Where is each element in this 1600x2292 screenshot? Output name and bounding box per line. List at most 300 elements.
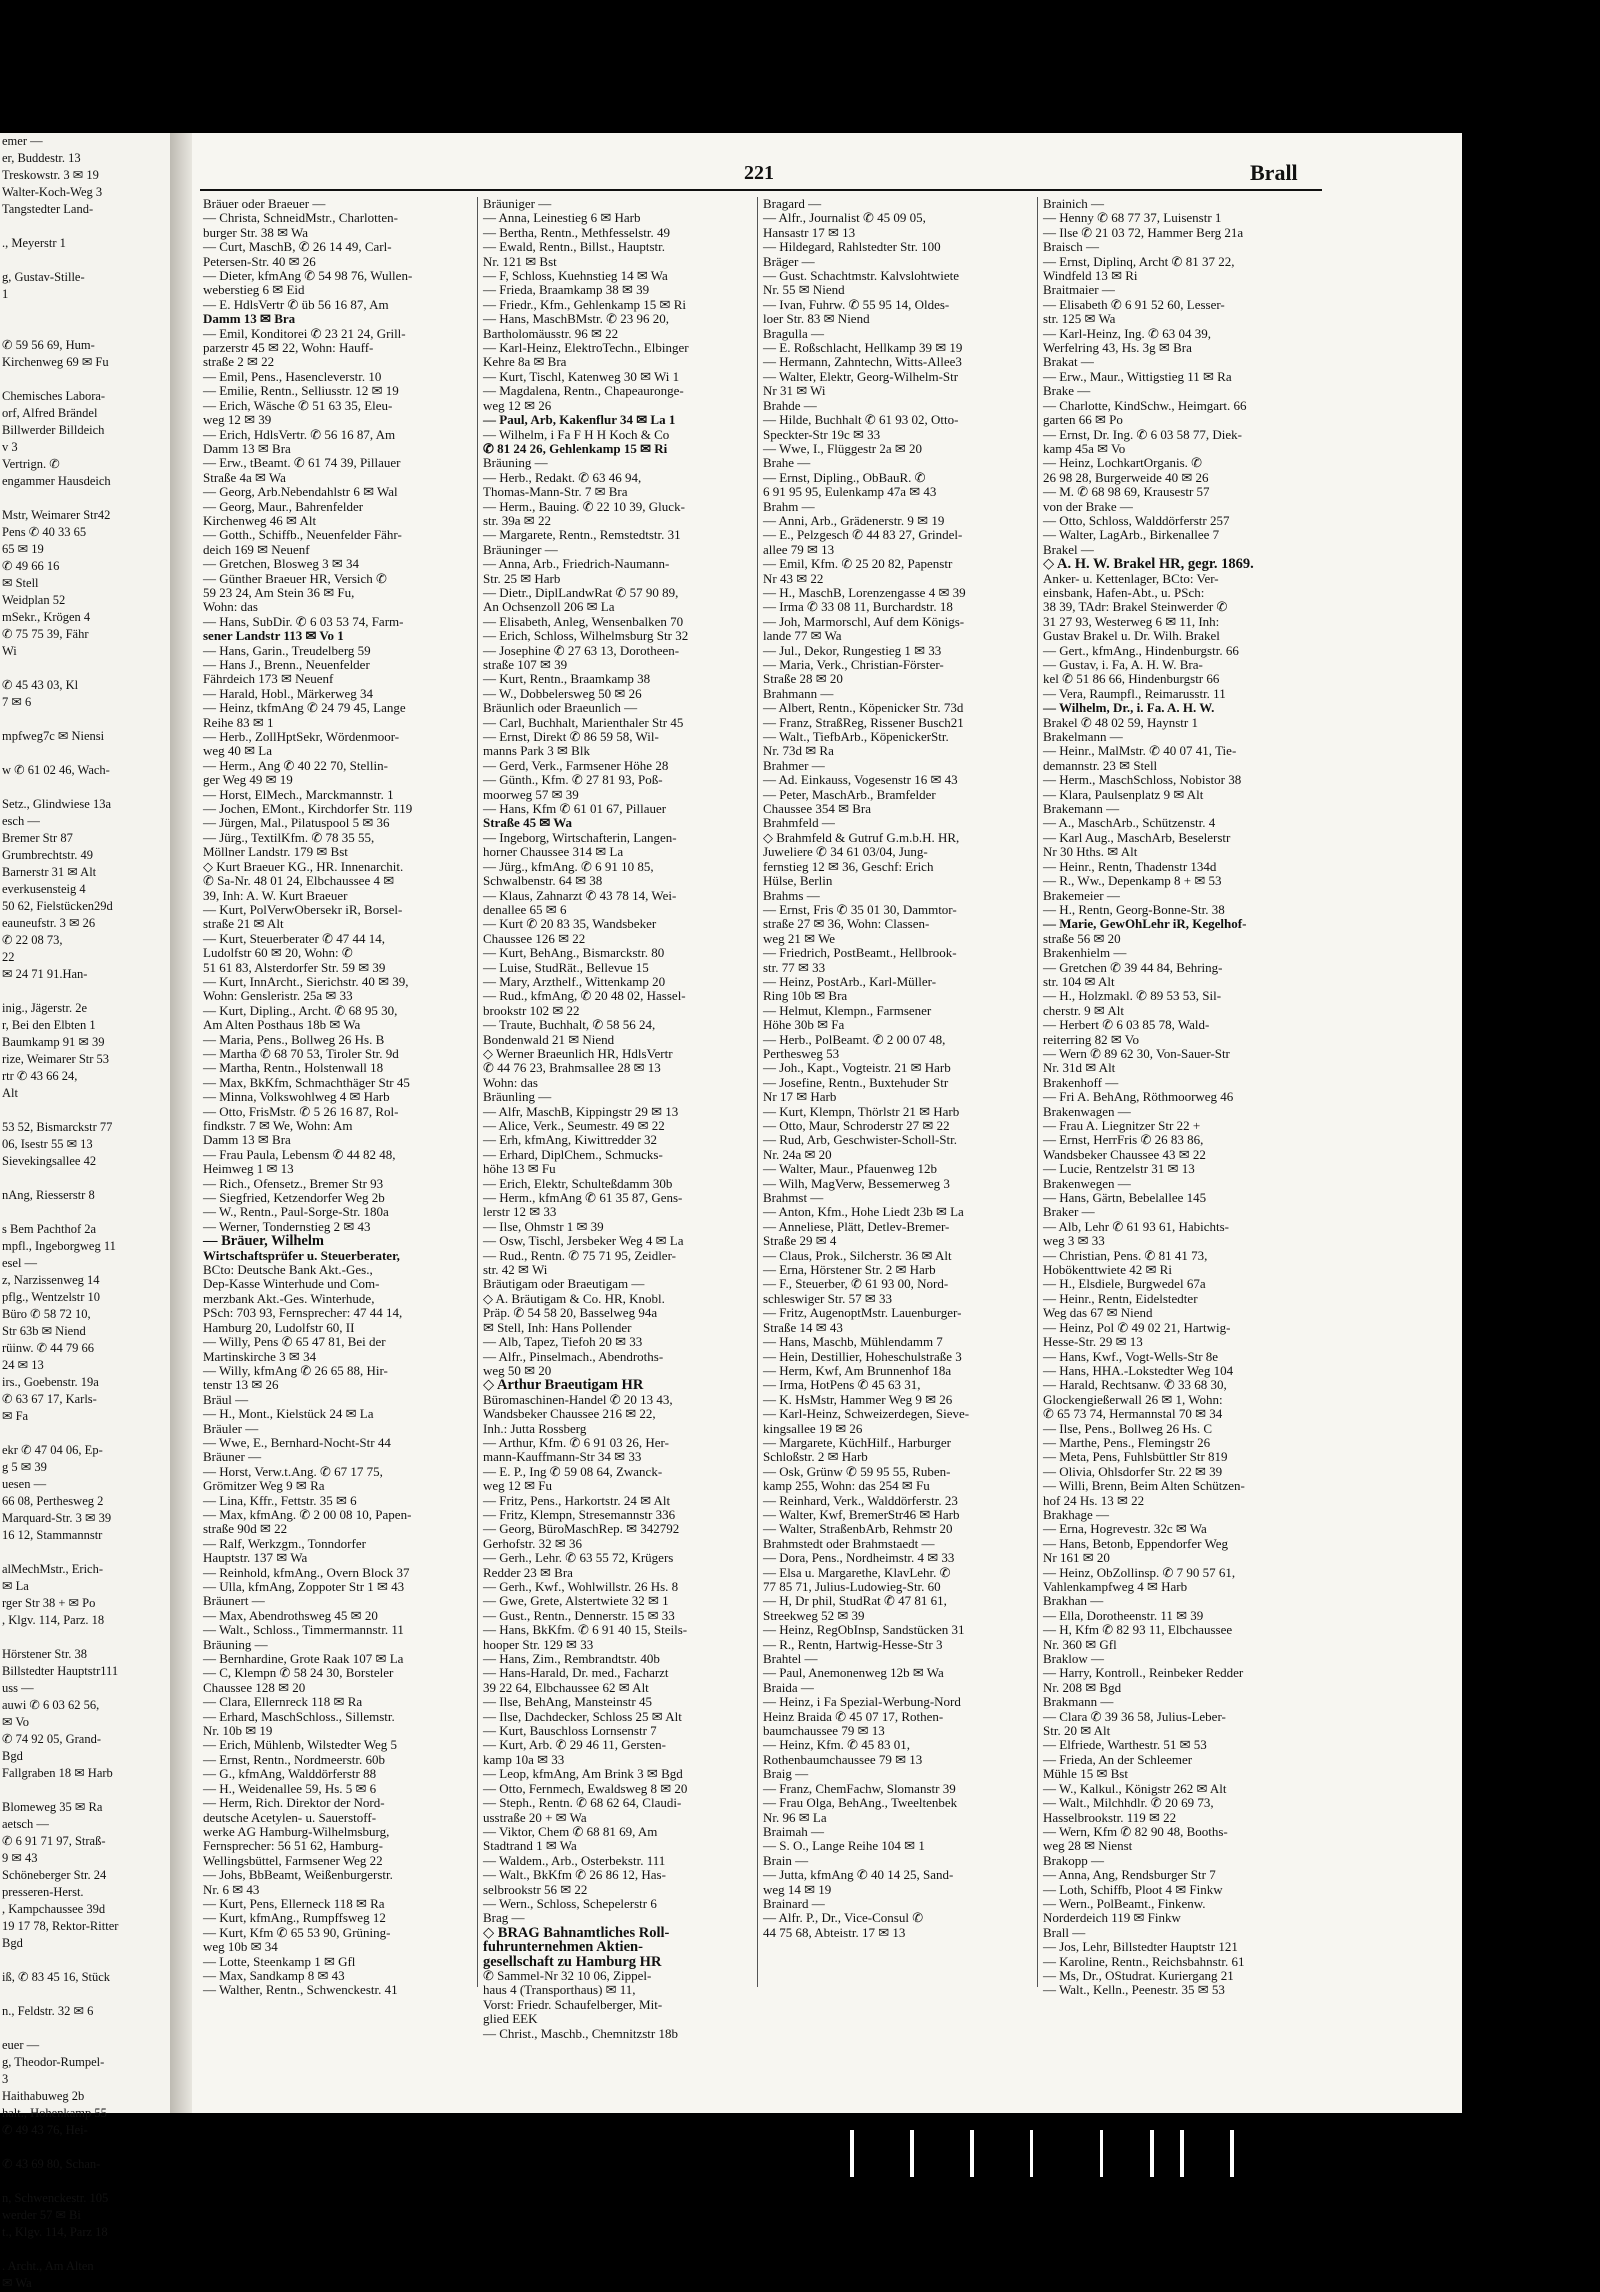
directory-entry-line: Vahlenkampfweg 4 ✉ Harb	[1043, 1579, 1188, 1594]
surname-heading: Brakopp —	[1043, 1852, 1105, 1868]
directory-entry-line: weg 50 ✉ 20	[483, 1362, 552, 1378]
surname-heading: Bräutigam oder Braeutigam —	[483, 1276, 645, 1292]
directory-entry-line: — Mary, Arzthelf., Wittenkamp 20	[483, 973, 666, 989]
directory-entry-line: findkstr. 7 ✉ We, Wohn: Am	[203, 1118, 353, 1133]
directory-entry-line: — Ad. Einkauss, Vogesenstr 16 ✉ 43	[763, 772, 958, 788]
directory-entry-line: — Waldem., Arb., Osterbekstr. 111	[483, 1852, 666, 1868]
facing-page-line: rüinw. ✆ 44 79 66	[2, 1341, 94, 1355]
directory-entry-line: — Martha, Rentn., Holstenwall 18	[203, 1060, 384, 1076]
directory-entry-line: kamp 10a ✉ 33	[483, 1751, 565, 1767]
directory-entry-line: — Paul, Anemonenweg 12b ✉ Wa	[763, 1665, 944, 1681]
directory-entry-line: Wohn: das	[203, 599, 258, 615]
facing-page-line: Weidplan 52	[2, 593, 66, 607]
directory-entry-line: — Dietr., DiplLandwRat ✆ 57 90 89,	[483, 584, 679, 600]
directory-entry-line: PSch: 703 93, Fernsprecher: 47 44 14,	[203, 1305, 403, 1321]
facing-page-line: alMechMstr., Erich-	[2, 1562, 104, 1576]
surname-heading: Brahmstedt oder Brahmstaedt —	[763, 1535, 935, 1551]
facing-page-line	[0, 660, 170, 677]
directory-entry-line: — E., Pelzgesch ✆ 44 83 27, Grindel-	[763, 527, 963, 543]
facing-page-line	[0, 1544, 170, 1561]
directory-entry-line: — Walt., Schloss., Timmermannstr. 11	[203, 1622, 404, 1638]
directory-entry-line: Gerhofstr. 32 ✉ 36	[483, 1535, 582, 1551]
facing-page-line: 9 ✉ 43	[2, 1851, 38, 1865]
directory-entry-line: Straße 28 ✉ 20	[763, 671, 843, 687]
directory-entry-line: ✆ Sammel-Nr 32 10 06, Zippel-	[483, 1967, 652, 1983]
directory-entry-line: Ring 10b ✉ Bra	[763, 988, 848, 1004]
surname-heading: Bragulla —	[763, 325, 825, 341]
directory-entry-line: — Lotte, Steenkamp 1 ✉ Gfl	[203, 1953, 356, 1969]
directory-entry-line: str. 39a ✉ 22	[483, 512, 551, 528]
facing-page-line: uss —	[2, 1681, 34, 1695]
facing-page-line: auwi ✆ 6 03 62 56,	[2, 1698, 100, 1712]
directory-entry-line: Wandsbeker Chaussee 43 ✉ 22	[1043, 1146, 1206, 1162]
directory-entry-line: — Friedrich, PostBeamt., Hellbrook-	[763, 945, 957, 961]
directory-entry-line: Nr. 96 ✉ La	[763, 1809, 827, 1825]
directory-entry-line: cherstr. 9 ✉ Alt	[1043, 1002, 1124, 1018]
directory-entry-line: Hamburg 20, Ludolfstr 60, II	[203, 1319, 355, 1335]
directory-entry-line: — Ernst, Fris ✆ 35 01 30, Dammtor-	[763, 901, 957, 917]
directory-entry-line: — F, Schloss, Kuehnstieg 14 ✉ Wa	[483, 268, 668, 284]
directory-entry-line: ✉ Stell, Inh: Hans Pollender	[483, 1319, 632, 1335]
directory-entry-line: — Walter, Maur., Pfauenweg 12b	[763, 1161, 938, 1177]
directory-entry-line: — Lina, Kffr., Fettstr. 35 ✉ 6	[203, 1492, 357, 1508]
directory-entry-line: — Kurt ✆ 20 83 35, Wandsbeker	[483, 916, 657, 932]
directory-entry-line: — C, Klempn ✆ 58 24 30, Borsteler	[203, 1665, 394, 1681]
directory-entry-line: str. 77 ✉ 33	[763, 959, 826, 975]
directory-entry-line: — H., Elsdiele, Burgwedel 67a	[1043, 1276, 1206, 1292]
directory-entry-line: Hansastr 17 ✉ 13	[763, 224, 856, 240]
surname-heading: Bräuninger —	[483, 541, 558, 557]
directory-entry-line: — Alfr. P., Dr., Vice-Consul ✆	[763, 1910, 924, 1926]
directory-entry-line: — Fri A. BehAng, Röthmoorweg 46	[1043, 1089, 1234, 1105]
facing-page-line: emer —	[2, 134, 43, 148]
directory-entry-line: — Anni, Arb., Grädenerstr. 9 ✉ 19	[763, 512, 945, 528]
directory-entry-line: — Georg, Arb.Nebendahlstr 6 ✉ Wal	[203, 484, 398, 500]
facing-page-line: g 5 ✉ 39	[2, 1460, 47, 1474]
directory-entry-line: — Kurt, BehAng., Bismarckstr. 80	[483, 945, 665, 961]
directory-entry-line: Nr 161 ✉ 20	[1043, 1550, 1110, 1566]
directory-entry-line: Werfelring 43, Hs. 3g ✉ Bra	[1043, 340, 1192, 356]
directory-entry-line: — M. ✆ 68 98 69, Krausestr 57	[1043, 484, 1210, 500]
directory-entry-line: — Hilde, Buchhalt ✆ 61 93 02, Otto-	[763, 412, 959, 428]
directory-entry-line: — Heinz, i Fa Spezial-Werbung-Nord	[763, 1694, 961, 1710]
directory-entry-line: — Erhard, MaschSchloss., Sillemstr.	[203, 1708, 395, 1724]
directory-entry-line: Reihe 83 ✉ 1	[203, 714, 274, 730]
directory-entry-line: Hobökenttwiete 42 ✉ Ri	[1043, 1262, 1172, 1278]
surname-heading: Bräuler —	[203, 1420, 259, 1436]
directory-entry-line: weg 28 ✉ Nienst	[1043, 1838, 1133, 1854]
directory-entry-line: — Wern ✆ 89 62 30, Von-Sauer-Str	[1043, 1045, 1230, 1061]
surname-heading: Bräuer oder Braeuer —	[203, 196, 326, 211]
facing-page-line: 06, Isestr 55 ✉ 13	[2, 1137, 93, 1151]
directory-entry-line: — Harald, Hobl., Märkerweg 34	[203, 685, 374, 701]
facing-page-line: Schöneberger Str. 24	[2, 1868, 107, 1882]
surname-heading: Brakat —	[1043, 354, 1094, 370]
facing-page-line: ., Meyerstr 1	[2, 236, 66, 250]
facing-page-line: Walter-Koch-Weg 3	[2, 185, 103, 199]
directory-entry-line: — H., Weidenallee 59, Hs. 5 ✉ 6	[203, 1780, 377, 1796]
directory-entry-line: — Ilse, Ohmstr 1 ✉ 39	[483, 1218, 604, 1234]
directory-entry-line: — Ilse ✆ 21 03 72, Hammer Berg 21a	[1043, 224, 1244, 240]
directory-entry-line: Nr. 55 ✉ Niend	[763, 282, 845, 298]
directory-entry-line: — Walter, Kwf, BremerStr46 ✉ Harb	[763, 1506, 960, 1522]
directory-entry-line: — Traute, Buchhalt, ✆ 58 56 24,	[483, 1017, 656, 1033]
directory-entry-line: — Jürg., kfmAng. ✆ 6 91 10 85,	[483, 858, 654, 874]
directory-entry-line: — Kurt, Arb. ✆ 29 46 11, Gersten-	[483, 1737, 666, 1753]
facing-page-line: Setz., Glindwiese 13a	[2, 797, 112, 811]
directory-entry-line: — Heinz, ObZollinsp. ✆ 7 90 57 61,	[1043, 1564, 1236, 1580]
directory-entry-line: — Ernst, Rentn., Nordmeerstr. 60b	[203, 1751, 385, 1767]
directory-entry-line: — Marthe, Pens., Flemingstr 26	[1043, 1434, 1211, 1450]
directory-entry-line: ◇ Arthur Braeutigam HR	[483, 1377, 644, 1394]
facing-page-line: Fallgraben 18 ✉ Harb	[2, 1766, 113, 1780]
directory-entry-line: — Horst, ElMech., Marckmannstr. 1	[203, 786, 394, 802]
surname-heading: Brakenhoff —	[1043, 1074, 1119, 1090]
directory-entry-line: — Heinz, tkfmAng ✆ 24 79 45, Lange	[203, 700, 406, 716]
facing-page-line: aetsch —	[2, 1817, 49, 1831]
directory-entry-line: Straße 29 ✉ 4	[763, 1233, 837, 1249]
facing-page-line	[0, 983, 170, 1000]
directory-entry-line: — Gert., kfmAng., Hindenburgstr. 66	[1043, 642, 1239, 658]
directory-entry-line: — Emil, Konditorei ✆ 23 21 24, Grill-	[203, 325, 406, 341]
directory-entry-line: — Anna, Arb., Friedrich-Naumann-	[483, 556, 670, 572]
directory-entry-line: Str. 20 ✉ Alt	[1043, 1723, 1111, 1739]
directory-entry-line: denallee 65 ✉ 6	[483, 901, 567, 917]
directory-entry-line: Büromaschinen-Handel ✆ 20 13 43,	[483, 1391, 673, 1407]
directory-entry-line: ◇ A. H. W. Brakel HR, gegr. 1869.	[1043, 556, 1254, 573]
directory-entry-line: str. 42 ✉ Wi	[483, 1262, 548, 1278]
directory-entry-line: — Joh., Kapt., Vogteistr. 21 ✉ Harb	[763, 1060, 951, 1076]
directory-entry-line: Kirchenweg 46 ✉ Alt	[203, 512, 317, 528]
directory-entry-line: demannstr. 23 ✉ Stell	[1043, 757, 1158, 773]
directory-entry-line: — Wilh, MagVerw, Bessemerweg 3	[763, 1175, 950, 1191]
directory-entry-line: — Gwe, Grete, Alstertwiete 32 ✉ 1	[483, 1593, 669, 1609]
directory-entry-line: Nr 17 ✉ Harb	[763, 1089, 837, 1105]
directory-entry-line: — Hans, MaschBMstr. ✆ 23 96 20,	[483, 311, 670, 327]
directory-entry-line: Nr. 121 ✉ Bst	[483, 253, 557, 269]
directory-entry-line: — Rud., kfmAng, ✆ 20 48 02, Hassel-	[483, 988, 686, 1004]
directory-entry-line: Bondenwald 21 ✉ Niend	[483, 1031, 615, 1047]
surname-heading: Braitmaier —	[1043, 282, 1115, 298]
facing-page-line: ✆ 74 92 05, Grand-	[2, 1732, 101, 1746]
directory-entry-line: — Herm., MaschSchloss, Nobistor 38	[1043, 772, 1242, 788]
directory-entry-line: — Jutta, kfmAng ✆ 40 14 25, Sand-	[763, 1867, 954, 1883]
facing-page-line	[0, 1102, 170, 1119]
directory-entry-line: Damm 13 ✉ Bra	[203, 1132, 291, 1148]
directory-entry-line: — Hans, Gärtn, Bebelallee 145	[1043, 1190, 1207, 1206]
surname-heading: Brainard —	[763, 1895, 825, 1911]
directory-entry-line: kamp 255, Wohn: das 254 ✉ Fu	[763, 1478, 930, 1494]
directory-entry-line: fernstieg 12 ✉ 36, Geschf: Erich	[763, 858, 934, 874]
directory-entry-line: Kehre 8a ✉ Bra	[483, 354, 567, 370]
facing-page-line: 3	[2, 2072, 9, 2086]
surname-heading: Braida —	[763, 1679, 814, 1695]
directory-entry-line: kingsallee 19 ✉ 26	[763, 1420, 863, 1436]
directory-entry-line: — F., Steuerber, ✆ 61 93 00, Nord-	[763, 1276, 949, 1292]
surname-heading: Bräuning —	[483, 455, 548, 471]
facing-page-line: n., Feldstr. 32 ✉ 6	[2, 2004, 94, 2018]
directory-entry-line: — Ernst, Direkt ✆ 86 59 58, Wil-	[483, 729, 659, 745]
directory-entry-line: — H., Mont., Kielstück 24 ✉ La	[203, 1406, 374, 1422]
surname-heading: Braisch —	[1043, 239, 1099, 255]
column-divider	[757, 197, 758, 1987]
facing-page-line: Tangstedter Land-	[2, 202, 94, 216]
directory-entry-line: — Bräuer, Wilhelm	[203, 1233, 324, 1250]
directory-entry-line: Am Alten Posthaus 18b ✉ Wa	[203, 1017, 361, 1033]
directory-entry-line: — Elfriede, Warthestr. 51 ✉ 53	[1043, 1737, 1207, 1753]
directory-entry-line: — Albert, Rentn., Köpenicker Str. 73d	[763, 700, 964, 716]
surname-heading: Braker —	[1043, 1204, 1095, 1220]
facing-page-line: Treskowstr. 3 ✉ 19	[2, 168, 99, 182]
facing-page-line: esel —	[2, 1256, 38, 1270]
facing-page-line: Blomeweg 35 ✉ Ra	[2, 1800, 103, 1814]
directory-entry-line: — Max, BkKfm, Schmachthäger Str 45	[203, 1074, 410, 1090]
directory-entry-line: Nr. 360 ✉ Gfl	[1043, 1636, 1117, 1652]
directory-entry-line: — Rud, Arb, Geschwister-Scholl-Str.	[763, 1132, 958, 1148]
facing-page-line: ✆ 49 66 16	[2, 559, 60, 573]
directory-entry-line: usstraße 20 + ✉ Wa	[483, 1809, 587, 1825]
facing-page-line: uesen —	[2, 1477, 47, 1491]
directory-entry-line: baumchaussee 79 ✉ 13	[763, 1723, 885, 1739]
facing-page-line: Str 63b ✉ Niend	[2, 1324, 86, 1338]
page-number: 221	[744, 162, 774, 184]
surname-heading: Braig —	[763, 1766, 809, 1782]
directory-column-4	[1043, 196, 1311, 1998]
directory-entry-line: — Dieter, kfmAng ✆ 54 98 76, Wullen-	[203, 268, 413, 284]
directory-entry-line: — Otto, Maur, Schroderstr 27 ✉ 22	[763, 1118, 950, 1133]
facing-page-line: Bgd	[2, 1749, 23, 1763]
directory-entry-line: straße 107 ✉ 39	[483, 657, 568, 672]
directory-entry-line: — Gerh., Kwf., Wohlwillstr. 26 Hs. 8	[483, 1579, 679, 1594]
directory-entry-line: — Kurt, Pens, Ellerneck 118 ✉ Ra	[203, 1895, 385, 1911]
directory-entry-line: — Willi, Brenn, Beim Alten Schützen-	[1043, 1478, 1245, 1494]
directory-entry-line: — Reinhold, kfmAng., Overn Block 37	[203, 1564, 410, 1580]
directory-entry-line: — Harry, Kontroll., Reinbeker Redder	[1043, 1665, 1244, 1681]
facing-page-line: ✉ Wa	[2, 2276, 32, 2290]
facing-page-line: esch —	[2, 814, 40, 828]
facing-page-line: v 3	[2, 440, 18, 454]
facing-page-line: ✉ Vo	[2, 1715, 30, 1729]
directory-entry-line: Möllner Landstr. 179 ✉ Bst	[203, 844, 348, 860]
directory-entry-line: tenstr 13 ✉ 26	[203, 1377, 279, 1393]
surname-heading: Braklow —	[1043, 1651, 1105, 1667]
directory-entry-line: — Walt., BkKfm ✆ 26 86 12, Has-	[483, 1867, 666, 1883]
directory-entry-line: ✆ 44 76 23, Brahmsallee 28 ✉ 13	[483, 1060, 661, 1076]
directory-entry-line: 31 27 93, Westerweg 6 ✉ 11, Inh:	[1043, 613, 1220, 629]
facing-page-line	[0, 1204, 170, 1221]
directory-entry-line: Wellingsbüttel, Farmsener Weg 22	[203, 1852, 383, 1868]
directory-entry-line: — Peter, MaschArb., Bramfelder	[763, 786, 936, 802]
directory-entry-line: hof 24 Hs. 13 ✉ 22	[1043, 1492, 1145, 1508]
directory-entry-line: — Kurt, Steuerberater ✆ 47 44 14,	[203, 930, 386, 946]
directory-entry-line: — Franz, StraßReg, Rissener Busch21	[763, 714, 964, 730]
directory-entry-line: — Christa, SchneidMstr., Charlotten-	[203, 210, 398, 226]
directory-entry-line: weg 3 ✉ 33	[1043, 1233, 1105, 1249]
directory-entry-line: — Hermann, Zahntechn, Witts-Allee3	[763, 354, 962, 370]
facing-page-line: , Klgv. 114, Parz. 18	[2, 1613, 105, 1627]
facing-page-line: pflg., Wentzelstr 10	[2, 1290, 101, 1304]
directory-entry-line: — Erw., tBeamt. ✆ 61 74 39, Pillauer	[203, 455, 401, 471]
surname-heading: Brahde —	[763, 397, 817, 413]
directory-entry-line: — Charlotte, KindSchw., Heimgart. 66	[1043, 397, 1247, 413]
facing-page-line: g, Theodor-Rumpel-	[2, 2055, 105, 2069]
directory-entry-line: — Alb, Lehr ✆ 61 93 61, Habichts-	[1043, 1218, 1230, 1234]
directory-entry-line: sener Landstr 113 ✉ Vo 1	[203, 628, 344, 644]
directory-entry-line: Schwalbenstr. 64 ✉ 38	[483, 873, 603, 889]
directory-entry-line: — Kurt, Tischl, Katenweg 30 ✉ Wi 1	[483, 368, 680, 384]
directory-entry-line: — Fritz, Pens., Harkortstr. 24 ✉ Alt	[483, 1492, 671, 1508]
directory-entry-line: — Jos, Lehr, Billstedter Hauptstr 121	[1043, 1939, 1238, 1955]
directory-entry-line: 44 75 68, Abteistr. 17 ✉ 13	[763, 1924, 906, 1940]
directory-entry-line: Str. 25 ✉ Harb	[483, 570, 561, 586]
facing-page-line: ✉ 24 71 91.Han-	[2, 967, 88, 981]
directory-entry-line: — Alfr., Journalist ✆ 45 09 05,	[763, 210, 926, 226]
directory-entry-line: — Ingeborg, Wirtschafterin, Langen-	[483, 829, 677, 845]
directory-entry-line: — Walter, LagArb., Birkenallee 7	[1043, 527, 1220, 543]
directory-entry-line: — Willy, Pens ✆ 65 47 81, Bei der	[203, 1334, 386, 1350]
directory-entry-line: — Henny ✆ 68 77 37, Luisenstr 1	[1043, 210, 1222, 226]
directory-entry-line: Straße 4a ✉ Wa	[203, 469, 286, 485]
facing-page-line	[0, 252, 170, 269]
facing-page-line: ✉ Fa	[2, 1409, 29, 1423]
directory-entry-line: — Gerh., Lehr. ✆ 63 55 72, Krügers	[483, 1550, 674, 1566]
directory-entry-line: — H, Kfm ✆ 82 93 11, Elbchaussee	[1043, 1622, 1233, 1638]
directory-entry-line: 26 98 28, Burgerweide 40 ✉ 26	[1043, 469, 1209, 485]
surname-heading: Brakmann —	[1043, 1694, 1114, 1710]
directory-entry-line: — Hans J., Brenn., Neuenfelder	[203, 657, 370, 672]
directory-entry-line: — Günth., Kfm. ✆ 27 81 93, Poß-	[483, 772, 663, 788]
facing-page-line: g, Gustav-Stille-	[2, 270, 85, 284]
facing-page-line: mSekr., Krögen 4	[2, 610, 91, 624]
surname-heading: Brakhage —	[1043, 1506, 1110, 1522]
directory-entry-line: — Kurt, InnArcht., Sierichstr. 40 ✉ 39,	[203, 973, 409, 989]
directory-entry-line: — H., MaschB, Lorenzengasse 4 ✉ 39	[763, 584, 966, 600]
surname-heading: Brakenwegen —	[1043, 1175, 1131, 1191]
directory-entry-line: Windfeld 13 ✉ Ri	[1043, 268, 1138, 284]
directory-entry-line: — Reinhard, Verk., Walddörferstr. 23	[763, 1492, 958, 1508]
directory-entry-line: — Erna, Hörstener Str. 2 ✉ Harb	[763, 1262, 936, 1278]
directory-entry-line: horner Chaussee 314 ✉ La	[483, 844, 624, 860]
directory-entry-line: Speckter-Str 19c ✉ 33	[763, 426, 881, 442]
directory-entry-line: Norderdeich 119 ✉ Finkw	[1043, 1910, 1181, 1926]
directory-entry-line: Martinskirche 3 ✉ 34	[203, 1348, 317, 1364]
directory-entry-line: — Hans, Garin., Treudelberg 59	[203, 642, 371, 658]
directory-entry-line: — Osk, Grünw ✆ 59 95 55, Ruben-	[763, 1463, 951, 1479]
directory-entry-line: — Josefine, Rentn., Buxtehuder Str	[763, 1074, 949, 1090]
directory-entry-line: — Emilie, Rentn., Selliusstr. 12 ✉ 19	[203, 383, 399, 399]
surname-heading: Brahmann —	[763, 685, 834, 701]
directory-entry-line: brookstr 102 ✉ 22	[483, 1002, 580, 1018]
directory-entry-line: — Wwe, E., Bernhard-Nocht-Str 44	[203, 1434, 391, 1450]
directory-entry-line: Nr. 10b ✉ 19	[203, 1723, 273, 1739]
directory-column-3	[763, 197, 1031, 1987]
directory-entry-line: — Wilhelm, i Fa F H H Koch & Co	[483, 426, 670, 442]
directory-entry-line: — Herm., Bauing. ✆ 22 10 39, Gluck-	[483, 498, 685, 514]
directory-entry-line: — Alb, Tapez, Tiefoh 20 ✉ 33	[483, 1334, 643, 1350]
directory-entry-line: — Hans, SubDir. ✆ 6 03 53 74, Farm-	[203, 613, 404, 629]
directory-entry-line: — W., Dobbelersweg 50 ✉ 26	[483, 685, 642, 701]
directory-entry-line: weg 21 ✉ We	[763, 930, 836, 946]
directory-entry-line: straße 90d ✉ 22	[203, 1521, 288, 1537]
directory-entry-line: Stadtrand 1 ✉ Wa	[483, 1838, 577, 1854]
facing-page-line: rize, Weimarer Str 53	[2, 1052, 110, 1066]
directory-entry-line: — R., Rentn, Hartwig-Hesse-Str 3	[763, 1636, 943, 1652]
directory-entry-line: weberstieg 6 ✉ Eid	[203, 282, 305, 298]
directory-entry-line: — Jürg., TextilKfm. ✆ 78 35 55,	[203, 829, 375, 845]
directory-entry-line: — Hans, Kwf., Vogt-Wells-Str 8e	[1043, 1348, 1219, 1364]
directory-entry-line: — W., Kalkul., Königstr 262 ✉ Alt	[1043, 1780, 1227, 1796]
directory-entry-line: — Anna, Leinestieg 6 ✉ Harb	[483, 210, 641, 226]
directory-entry-line: Präp. ✆ 54 58 20, Basselweg 94a	[483, 1305, 658, 1321]
directory-entry-line: — Anna, Ang, Rendsburger Str 7	[1043, 1867, 1216, 1883]
directory-entry-line: — Clara ✆ 39 36 58, Julius-Leber-	[1043, 1708, 1226, 1724]
directory-entry-line: — K. HsMstr, Hammer Weg 9 ✉ 26	[763, 1391, 953, 1407]
directory-entry-line: Nr 43 ✉ 22	[763, 570, 824, 586]
directory-entry-line: — E. Roßschlacht, Hellkamp 39 ✉ 19	[763, 340, 963, 356]
surname-heading: Brahtel —	[763, 1651, 818, 1667]
directory-entry-line: — G., kfmAng, Walddörferstr 88	[203, 1766, 377, 1782]
directory-entry-line: — Curt, MaschB, ✆ 26 14 49, Carl-	[203, 239, 392, 255]
surname-heading: Bräul —	[203, 1391, 249, 1407]
facing-page-line	[0, 2173, 170, 2190]
directory-entry-line: lande 77 ✉ Wa	[763, 628, 842, 644]
directory-entry-line: straße 21 ✉ Alt	[203, 916, 284, 932]
directory-entry-line: — Hein, Destillier, Hoheschulstraße 3	[763, 1348, 962, 1364]
directory-entry-line: — Lucie, Rentzelstr 31 ✉ 13	[1043, 1161, 1195, 1177]
surname-heading: Brahm —	[763, 498, 815, 514]
surname-heading: Braimah —	[763, 1823, 825, 1839]
directory-entry-line: — Georg, Maur., Bahrenfelder	[203, 498, 364, 514]
facing-page-line: n, Schwenckestr. 105	[2, 2191, 109, 2205]
directory-entry-line: str. 104 ✉ Alt	[1043, 973, 1115, 989]
facing-page-line: Billstedter Hauptstr111	[2, 1664, 119, 1678]
directory-entry-line: — Franz, ChemFachw, Slomanstr 39	[763, 1780, 956, 1796]
directory-entry-line: — Herm., Ang ✆ 40 22 70, Stellin-	[203, 757, 388, 773]
facing-page-line: euer —	[2, 2038, 40, 2052]
directory-entry-line: — H., Holzmakl. ✆ 89 53 53, Sil-	[1043, 988, 1222, 1004]
header-rule	[200, 189, 1322, 191]
directory-entry-line: — Erich, Mühlenb, Wilstedter Weg 5	[203, 1737, 397, 1753]
directory-entry-line: moorweg 57 ✉ 39	[483, 786, 579, 802]
directory-entry-line: — Frieda, Braamkamp 38 ✉ 39	[483, 282, 650, 298]
facing-page-line: Chemisches Labora-	[2, 389, 106, 403]
directory-entry-line: Schloßstr. 2 ✉ Harb	[763, 1449, 868, 1465]
directory-column-2	[483, 196, 751, 2041]
directory-entry-line: — Ulla, kfmAng, Zoppoter Str 1 ✉ 43	[203, 1579, 405, 1594]
facing-page-line: . Archt., Am Alten	[2, 2259, 94, 2273]
surname-heading: Bragard —	[763, 196, 822, 211]
directory-entry-line: — Joh, Marmorschl, Auf dem Königs-	[763, 613, 965, 629]
directory-entry-line: ✆ Sa-Nr. 48 01 24, Elbchaussee 4 ✉	[203, 873, 395, 889]
directory-entry-line: — Maria, Pens., Bollweg 26 Hs. B	[203, 1031, 385, 1047]
facing-page-line: Hörstener Str. 38	[2, 1647, 88, 1661]
directory-entry-line: — Herm, Rich. Direktor der Nord-	[203, 1795, 385, 1811]
surname-heading: Brakhan —	[1043, 1593, 1104, 1609]
directory-entry-line: Wohn: das	[483, 1074, 538, 1090]
directory-entry-line: BCto: Deutsche Bank Akt.-Ges.,	[203, 1262, 373, 1278]
directory-entry-line: Nr. 208 ✉ Bgd	[1043, 1679, 1122, 1695]
directory-entry-line: Grömitzer Weg 9 ✉ Ra	[203, 1478, 325, 1494]
directory-entry-line: — Jul., Dekor, Rungestieg 1 ✉ 33	[763, 642, 942, 658]
directory-entry-line: Ludolfstr 60 ✉ 20, Wohn: ✆	[203, 945, 353, 961]
facing-page-line	[0, 1170, 170, 1187]
directory-entry-line: — Ernst, HerrFris ✆ 26 83 86,	[1043, 1132, 1204, 1148]
directory-entry-line: — Margarete, Rentn., Remstedtstr. 31	[483, 527, 681, 543]
directory-entry-line: — Heinz, LochkartOrganis. ✆	[1043, 455, 1203, 471]
directory-entry-line: — Clara, Ellernreck 118 ✉ Ra	[203, 1694, 363, 1710]
facing-page-line: presseren-Herst.	[2, 1885, 84, 1899]
directory-entry-line: 6 91 95 95, Eulenkamp 47a ✉ 43	[763, 484, 937, 500]
